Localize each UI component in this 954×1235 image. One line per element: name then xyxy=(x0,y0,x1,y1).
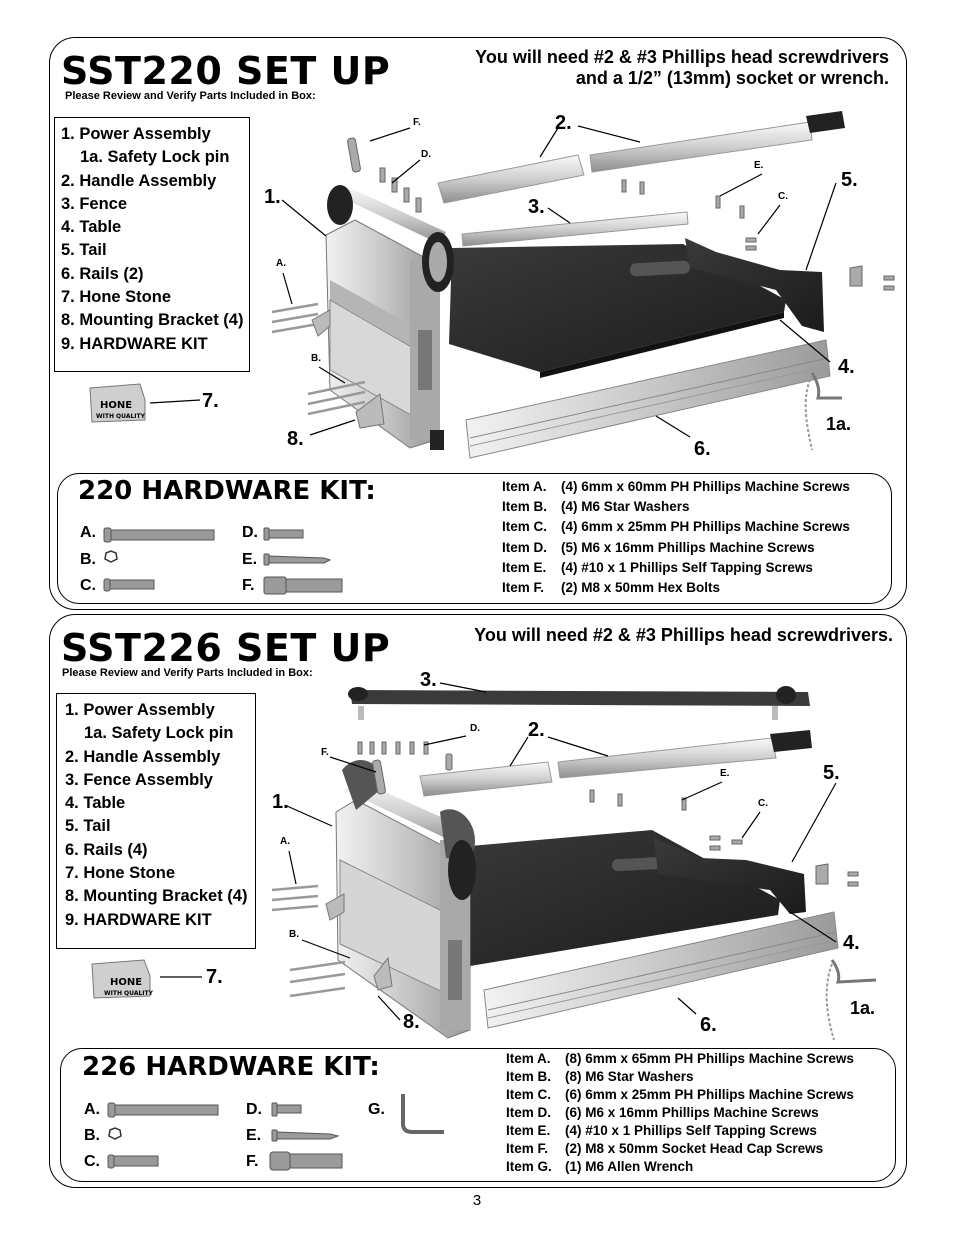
label-5: 5. xyxy=(841,169,858,191)
label-1a: 1a. xyxy=(826,414,852,434)
label-7: 7. xyxy=(202,390,219,412)
label-5: 5. xyxy=(823,762,840,784)
kit-item-key: Item C. xyxy=(502,519,548,535)
sst226-kit-items xyxy=(506,1050,854,1176)
label-1: 1. xyxy=(272,791,289,813)
label-2: 2. xyxy=(555,112,572,134)
kit-item-desc: (4) 6mm x 25mm PH Phillips Machine Screws xyxy=(561,519,850,535)
parts-item: 5. Tail xyxy=(61,241,107,260)
parts-item: 1. Power Assembly xyxy=(61,125,211,143)
label-d: D. xyxy=(470,723,480,734)
label-f: F. xyxy=(413,117,421,128)
label-3: 3. xyxy=(420,669,437,691)
parts-item: 2. Handle Assembly xyxy=(65,747,221,766)
kit-item-desc: (2) M8 x 50mm Socket Head Cap Screws xyxy=(565,1141,824,1156)
hone-stone-label: HONE xyxy=(110,977,143,988)
kit-item-desc: (6) 6mm x 25mm PH Phillips Machine Screws xyxy=(565,1087,854,1102)
label-e: E. xyxy=(720,768,730,779)
label-3: 3. xyxy=(528,196,545,218)
sst226-tools-line1: You will need #2 & #3 Phillips head screwdrivers. xyxy=(474,625,893,645)
parts-item: 1a. Safety Lock pin xyxy=(80,148,230,167)
kit-letter-b: B. xyxy=(84,1127,100,1144)
label-1: 1. xyxy=(264,186,281,208)
screw-c-icon xyxy=(108,1155,114,1168)
label-7: 7. xyxy=(206,966,223,988)
label-8: 8. xyxy=(287,428,304,450)
hone-stone-sublabel: WITH QUALITY xyxy=(96,413,145,420)
sst226-title: SST226 SET UP xyxy=(61,626,391,670)
parts-item: 4. Table xyxy=(61,218,122,237)
kit-item-key: Item G. xyxy=(506,1159,552,1174)
parts-item: 4. Table xyxy=(65,794,126,813)
kit-letter-d: D. xyxy=(246,1101,262,1118)
parts-item: 3. Fence xyxy=(61,194,128,213)
kit-item-desc: (1) M6 Allen Wrench xyxy=(565,1159,694,1174)
kit-item-desc: (4) #10 x 1 Phillips Self Tapping Screws xyxy=(565,1123,817,1138)
kit-item-row xyxy=(506,1068,854,1086)
parts-item: 2. Handle Assembly xyxy=(61,171,217,190)
kit-item-key: Item B. xyxy=(502,499,548,515)
kit-letter-c: C. xyxy=(80,577,96,594)
label-6: 6. xyxy=(694,438,711,460)
label-a: A. xyxy=(276,258,286,269)
kit-item-desc: (4) #10 x 1 Phillips Self Tapping Screws xyxy=(561,559,813,575)
kit-letter-a: A. xyxy=(80,524,96,541)
label-d: D. xyxy=(421,149,431,160)
kit-item-desc: (6) M6 x 16mm Phillips Machine Screws xyxy=(565,1105,819,1120)
parts-item: 7. Hone Stone xyxy=(61,288,172,307)
screw-a-icon xyxy=(108,1103,115,1117)
screw-e-icon xyxy=(272,1130,277,1141)
kit-item-key: Item E. xyxy=(506,1123,551,1138)
hone-stone-label: HONE xyxy=(100,400,133,411)
label-4: 4. xyxy=(843,932,860,954)
bolt-f-icon xyxy=(270,1152,290,1170)
kit-item-key: Item D. xyxy=(502,539,548,555)
kit-item-key: Item B. xyxy=(506,1069,552,1084)
kit-item-row xyxy=(506,1050,854,1068)
parts-item: 6. Rails (4) xyxy=(65,840,148,859)
label-a: A. xyxy=(280,836,290,847)
parts-item: 6. Rails (2) xyxy=(61,264,144,283)
kit-item-key: Item E. xyxy=(502,559,547,575)
kit-item-row xyxy=(506,1158,854,1176)
label-8: 8. xyxy=(403,1011,420,1033)
kit-item-row xyxy=(506,1104,854,1122)
kit-item-desc: (8) M6 Star Washers xyxy=(565,1069,694,1084)
label-6: 6. xyxy=(700,1014,717,1036)
kit-item-desc: (8) 6mm x 65mm PH Phillips Machine Screws xyxy=(565,1051,854,1066)
kit-item-key: Item D. xyxy=(506,1105,552,1120)
parts-item-number: 9. xyxy=(61,334,80,353)
sst220-title: SST220 SET UP xyxy=(61,49,391,93)
kit-letter-e: E. xyxy=(246,1127,262,1144)
kit-item-key: Item F. xyxy=(502,580,545,596)
page-number: 3 xyxy=(472,1192,482,1209)
sst220-kit-title: 220 HARDWARE KIT: xyxy=(78,476,376,506)
kit-letter-d: D. xyxy=(242,524,258,541)
allen-wrench-g-icon xyxy=(403,1094,444,1132)
kit-letter-e: E. xyxy=(242,551,258,568)
kit-letter-b: B. xyxy=(80,551,96,568)
washer-b-icon xyxy=(109,1128,121,1139)
kit-item-row xyxy=(506,1086,854,1104)
kit-item-desc: (4) 6mm x 60mm PH Phillips Machine Screws xyxy=(561,479,850,494)
label-f: F. xyxy=(321,747,329,758)
sst226-subtitle: Please Review and Verify Parts Included in Box: xyxy=(62,667,313,679)
kit-item-key: Item F. xyxy=(506,1141,549,1156)
sst220-tools-line2: and a 1/2” (13mm) socket or wrench. xyxy=(575,68,889,88)
kit-letter-c: C. xyxy=(84,1153,100,1170)
kit-item-desc: (2) M8 x 50mm Hex Bolts xyxy=(561,580,721,596)
sst220-tools-line1: You will need #2 & #3 Phillips head screwdrivers xyxy=(475,47,889,67)
kit-item-row xyxy=(506,1122,854,1140)
hone-stone-sublabel: WITH QUALITY xyxy=(104,990,153,997)
kit-item-key: Item A. xyxy=(502,479,547,494)
kit-item-row xyxy=(506,1140,854,1158)
parts-item: 5. Tail xyxy=(65,817,111,836)
screw-d-icon xyxy=(272,1103,277,1116)
sst220-subtitle: Please Review and Verify Parts Included in Box: xyxy=(65,90,316,102)
parts-item-hardware-kit: HARDWARE KIT xyxy=(83,910,212,929)
label-b: B. xyxy=(289,929,299,940)
kit-item-key: Item A. xyxy=(506,1051,551,1066)
parts-item: 8. Mounting Bracket (4) xyxy=(61,311,244,330)
label-b: B. xyxy=(311,353,321,364)
label-1a: 1a. xyxy=(850,998,876,1018)
kit-letter-g: G. xyxy=(368,1101,385,1118)
parts-item: 1a. Safety Lock pin xyxy=(84,724,234,743)
label-c: C. xyxy=(758,798,768,809)
parts-item: 3. Fence Assembly xyxy=(65,770,213,789)
kit-letter-f: F. xyxy=(246,1153,259,1170)
label-e: E. xyxy=(754,160,764,171)
parts-item: 1. Power Assembly xyxy=(65,701,215,719)
sst226-kit-title: 226 HARDWARE KIT: xyxy=(82,1052,380,1082)
kit-item-desc: (4) M6 Star Washers xyxy=(561,499,690,515)
label-4: 4. xyxy=(838,356,855,378)
label-2: 2. xyxy=(528,719,545,741)
parts-item-hardware-kit: HARDWARE KIT xyxy=(79,334,208,353)
kit-item-desc: (5) M6 x 16mm Phillips Machine Screws xyxy=(561,539,815,555)
kit-item-key: Item C. xyxy=(506,1087,552,1102)
parts-item: 7. Hone Stone xyxy=(65,864,176,883)
parts-item-number: 9. xyxy=(65,910,84,929)
kit-letter-f: F. xyxy=(242,577,255,594)
label-c: C. xyxy=(778,191,788,202)
parts-item: 8. Mounting Bracket (4) xyxy=(65,887,248,906)
kit-letter-a: A. xyxy=(84,1101,100,1118)
